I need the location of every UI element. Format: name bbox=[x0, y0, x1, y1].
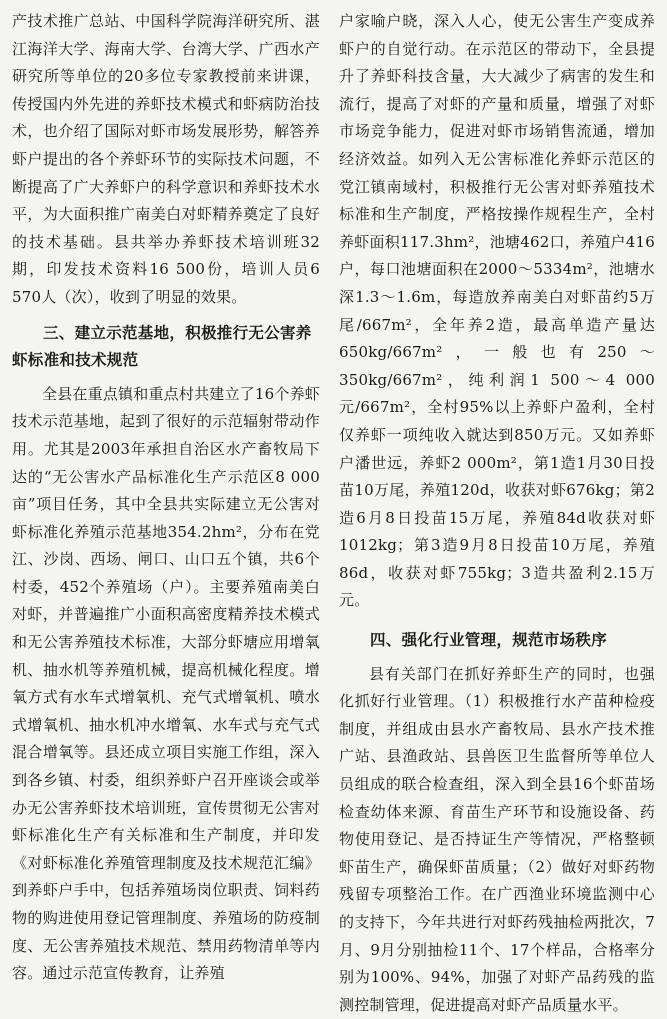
paragraph-continued: 户家喻户晓，深入人心，使无公害生产变成养虾户的自觉行动。在示范区的带动下，全县提升了养虾科技含量，大大减少了病害的发生和流行，提高了对虾的产量和质量，增强了对虾市场竞争能力，促进对虾市场销售流通，增加经济效益。如列入无公害标准化养虾示范区的党江镇南域村，积极推行无公害对虾养殖技术标准和生产制度，严格按操作规程生产，全村养虾面积117.3hm²，池塘462口，养殖户416户，每口池塘面积在2000～5334m²，池塘水深1.3～1.6m，每造放养南美白对虾苗约5万尾/667m²，全年养2造，最高单造产量达650kg/667m²，一般也有250～350kg/667m²，纯利润1 500～4 000元/667m²，全村95%以上养虾户盈利，全村仅养虾一项纯收入就达到850万元。又如养虾户潘世远，养虾2 000m²，第1造1月30日投苗10万尾，养殖120d，收获对虾676kg；第2造6月8日投苗15万尾，养殖84d收获对虾1012kg；第3造9月8日投苗10万尾，养殖86d，收获对虾755kg；3造共盈利2.15万元。 bbox=[339, 12, 655, 610]
section-heading-3: 三、建立示范基地，积极推行无公害养虾标准和技术规范 bbox=[12, 323, 312, 370]
section-heading-4: 四、强化行业管理，规范市场秩序 bbox=[370, 631, 608, 650]
right-column bbox=[339, 8, 655, 1019]
section-3-paragraph: 全县在重点镇和重点村共建立了16个养虾技术示范基地，起到了很好的示范辐射带动作用。尤其是2003年承担自治区水产畜牧局下达的“无公害水产品标准化生产示范区8 000亩”项目任务，其中全县共实际建立无公害对虾标准化养殖示范基地354.2hm²，分布在党江、沙岗、西场、闸口、山口五个镇，共6个村委，452个养殖场（户）。主要养殖南美白对虾，并普遍推广小面积高密度精养技术模式和无公害养殖技术标准，大部分虾塘应用增氧机、抽水机等养殖机械，提高机械化程度。增氧方式有水车式增氧机、充气式增氧机、喷水式增氧机、抽水机冲水增氧、水车式与充气式混合增氧等。县还成立项目实施工作组，深入到各乡镇、村委，组织养虾户召开座谈会或举办无公害养虾技术培训班，宣传贯彻无公害对虾标准化生产有关标准和生产制度，并印发《对虾标准化养殖管理制度及技术规范汇编》到养虾户手中，包括养殖场岗位职责、饲料药物的购进使用登记管理制度、养殖场的防疫制度、无公害养殖技术规范、禁用药物清单等内容。通过示范宣传教育，让养殖 bbox=[12, 384, 320, 983]
left-column bbox=[12, 8, 320, 988]
paragraph-continued: 产技术推广总站、中国科学院海洋研究所、湛江海洋大学、海南大学、台湾大学、广西水产研究所等单位的20多位专家教授前来讲课，传授国内外先进的养虾技术模式和虾病防治技术，也介绍了国际对虾市场发展形势，解答养虾户提出的各个养虾环节的实际技术问题，不断提高了广大养虾户的科学意识和养虾技术水平，为大面积推广南美白对虾精养奠定了良好的技术基础。县共举办养虾技术培训班32期，印发技术资料16 500份，培训人员6 570人（次），收到了明显的效果。 bbox=[12, 12, 320, 306]
section-4-paragraph: 县有关部门在抓好养虾生产的同时，也强化抓好行业管理。（1）积极推行水产苗种检疫制度，并组成由县水产畜牧局、县水产技术推广站、县渔政站、县兽医卫生监督所等单位人员组成的联合检查组，深入到全县16个虾苗场检查幼体来源、育苗生产环节和设施设备、药物使用登记、是否持证生产等情况，严格整顿虾苗生产，确保虾苗质量；（2）做好对虾药物残留专项整治工作。在广西渔业环境监测中心的支持下，今年共进行对虾药残抽检两批次，7月、9月分别抽检11个、17个样品，合格率分别为100%、94%，加强了对虾产品药残的监测控制管理，促进提高对虾产品质量水平。 bbox=[339, 664, 655, 1014]
